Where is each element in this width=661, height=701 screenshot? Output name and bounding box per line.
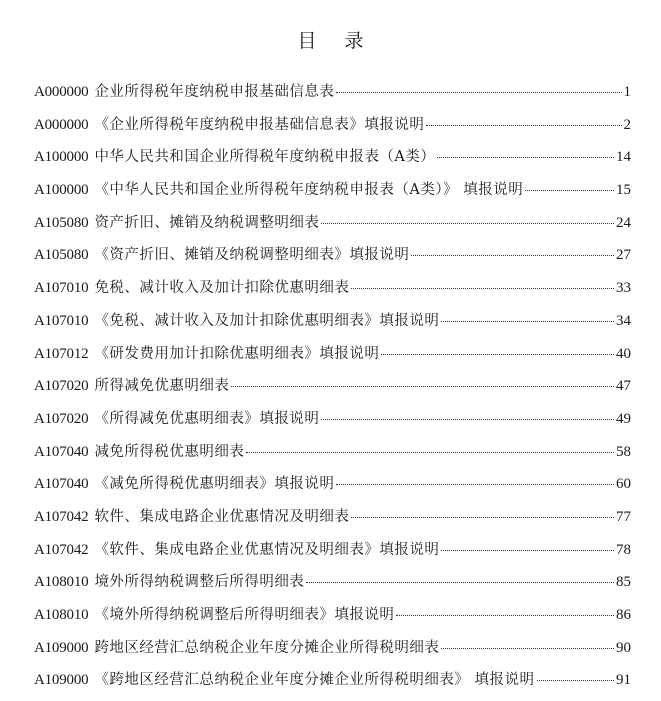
form-code: A107010 (34, 280, 89, 297)
toc-entry[interactable] (34, 80, 631, 113)
toc-entry[interactable] (34, 636, 631, 669)
page-number: 1 (623, 84, 631, 100)
page-number: 34 (616, 312, 631, 329)
toc-entry[interactable] (34, 145, 631, 178)
page-number: 90 (616, 639, 631, 656)
form-code: A107020 (34, 378, 89, 395)
entry-title: 软件、集成电路企业优惠情况及明细表 (94, 508, 350, 525)
form-code: A105080 (34, 214, 89, 231)
dot-leader (537, 680, 614, 681)
form-code: A108010 (34, 607, 89, 623)
entry-title: 企业所得税年度纳税申报基础信息表 (94, 84, 335, 100)
entry-title: 资产折旧、摊销及纳税调整明细表 (94, 214, 320, 231)
page-number: 15 (616, 182, 631, 199)
form-code: A109000 (34, 672, 89, 689)
toc-entry[interactable] (34, 178, 631, 211)
toc-entry[interactable] (34, 603, 631, 636)
page-number: 77 (616, 508, 631, 525)
dot-leader (396, 615, 614, 616)
dot-leader (336, 484, 614, 485)
page-number: 2 (623, 116, 631, 133)
page-number: 58 (616, 443, 631, 460)
form-code: A105080 (34, 247, 89, 264)
dot-leader (426, 125, 621, 126)
entry-title: 境外所得纳税调整后所得明细表 (94, 574, 305, 591)
form-code: A107040 (34, 443, 89, 460)
dot-leader (306, 582, 614, 583)
toc-entry[interactable] (34, 374, 631, 407)
dot-leader (321, 223, 614, 224)
entry-title: 《免税、减计收入及加计扣除优惠明细表》填报说明 (94, 312, 440, 329)
entry-title: 《中华人民共和国企业所得税年度纳税申报表（A类）》 填报说明 (94, 182, 524, 199)
dot-leader (351, 288, 614, 289)
toc-entry[interactable] (34, 570, 631, 603)
toc-entry[interactable] (34, 407, 631, 440)
dot-leader (525, 190, 614, 191)
page-number: 60 (616, 476, 631, 493)
page-number: 40 (616, 345, 631, 362)
page-number: 24 (616, 214, 631, 231)
entry-title: 《跨地区经营汇总纳税企业年度分摊企业所得税明细表》 填报说明 (94, 672, 535, 689)
dot-leader (441, 321, 614, 322)
entry-title: 《企业所得税年度纳税申报基础信息表》填报说明 (94, 116, 425, 133)
dot-leader (441, 550, 614, 551)
form-code: A108010 (34, 574, 89, 591)
toc-entry[interactable] (34, 440, 631, 473)
form-code: A109000 (34, 639, 89, 656)
form-code: A000000 (34, 116, 89, 133)
toc-entry[interactable] (34, 309, 631, 342)
page-number: 86 (616, 607, 631, 623)
dot-leader (411, 255, 614, 256)
form-code: A107012 (34, 345, 89, 362)
toc-entry[interactable] (34, 472, 631, 505)
form-code: A107042 (34, 541, 89, 558)
entry-title: 《软件、集成电路企业优惠情况及明细表》填报说明 (94, 541, 440, 558)
table-of-contents (34, 80, 631, 701)
page-number: 47 (616, 378, 631, 395)
toc-entry[interactable] (34, 276, 631, 309)
entry-title: 减免所得税优惠明细表 (94, 443, 245, 460)
toc-entry[interactable] (34, 505, 631, 538)
entry-title: 《所得减免优惠明细表》填报说明 (94, 410, 320, 427)
dot-leader (441, 648, 614, 649)
entry-title: 《研发费用加计扣除优惠明细表》填报说明 (94, 345, 380, 362)
page-number: 78 (616, 541, 631, 558)
toc-title: 目录 (297, 30, 392, 52)
dot-leader (336, 92, 621, 93)
form-code: A107010 (34, 312, 89, 329)
dot-leader (351, 517, 614, 518)
entry-title: 跨地区经营汇总纳税企业年度分摊企业所得税明细表 (94, 639, 440, 656)
dot-leader (246, 452, 614, 453)
dot-leader (231, 386, 614, 387)
page-number: 33 (616, 280, 631, 297)
page-number: 27 (616, 247, 631, 264)
dot-leader (321, 419, 614, 420)
toc-entry[interactable] (34, 211, 631, 244)
page-number: 14 (616, 149, 631, 166)
entry-title: 免税、减计收入及加计扣除优惠明细表 (94, 280, 350, 297)
form-code: A100000 (34, 182, 89, 199)
dot-leader (381, 354, 614, 355)
page-number: 49 (616, 410, 631, 427)
toc-entry[interactable] (34, 113, 631, 146)
toc-entry[interactable] (34, 668, 631, 701)
page-number: 91 (616, 672, 631, 689)
toc-entry[interactable] (34, 538, 631, 571)
toc-entry[interactable] (34, 342, 631, 375)
form-code: A107020 (34, 410, 89, 427)
form-code: A107042 (34, 508, 89, 525)
form-code: A100000 (34, 149, 89, 166)
toc-entry[interactable] (34, 243, 631, 276)
entry-title: 《减免所得税优惠明细表》填报说明 (94, 476, 335, 493)
entry-title: 所得减免优惠明细表 (94, 378, 230, 395)
entry-title: 《境外所得纳税调整后所得明细表》填报说明 (94, 607, 395, 623)
page-number: 85 (616, 574, 631, 591)
entry-title: 《资产折旧、摊销及纳税调整明细表》填报说明 (94, 247, 410, 264)
dot-leader (437, 157, 614, 158)
entry-title: 中华人民共和国企业所得税年度纳税申报表（A类） (94, 149, 436, 166)
form-code: A000000 (34, 84, 89, 100)
form-code: A107040 (34, 476, 89, 493)
